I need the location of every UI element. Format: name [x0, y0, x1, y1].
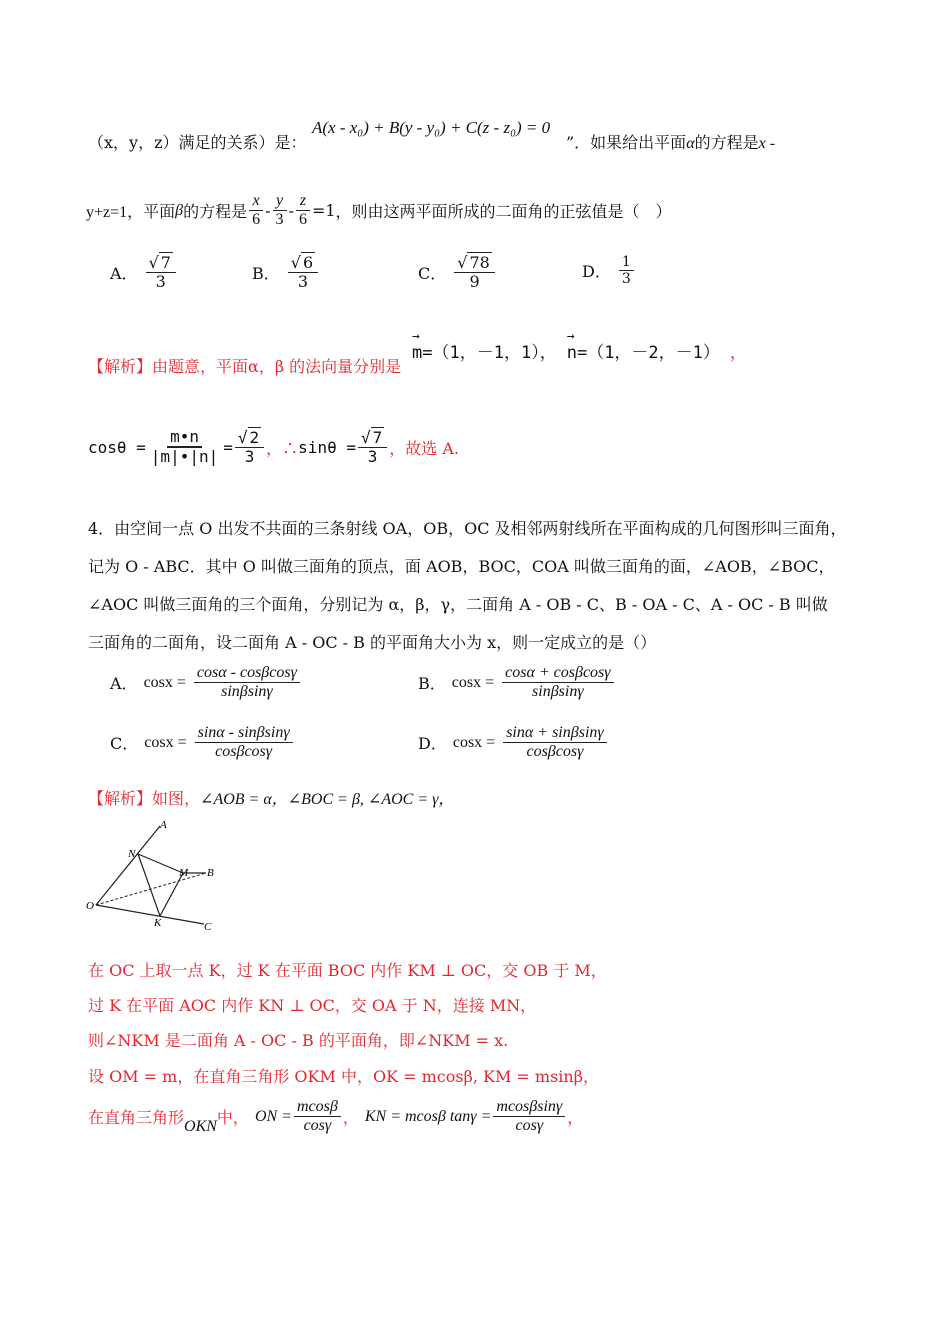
q3-option-a[interactable]: A． $\frac{√ 7}{3}$: [110, 254, 178, 292]
step-5: 在直角三角形 OKN 中， ON = $\frac{mcos\beta}{\cos\gamma}$ ， KN = mcosβ tanγ = $\frac{mcos\beta\sin\gamma}{\cos\gamma}$ ，: [88, 1098, 584, 1135]
q4-line2: 记为 O - ABC．其中 O 叫做三面角的顶点，面 AOB，BOC，COA 叫做三面角的面，∠AOB，∠BOC，: [88, 557, 835, 576]
segment-km: [160, 873, 183, 916]
q4-analysis-line: 【解析】如图，∠AOB = α，∠BOC = β, ∠AOC = γ，: [88, 789, 455, 808]
ray-oc: [96, 905, 204, 924]
q4-line1: 4．由空间一点 O 出发不共面的三条射线 OA，OB，OC 及相邻两射线所在平面构成的几何图形叫三面角，: [88, 519, 847, 538]
label-o: O: [86, 900, 94, 912]
q3-line2: y+z=1，平面 β 的方程是 $\frac{x}{6}$ - $\frac{y}{3}$ - $\frac{z}{6}$ =1 ，则由这两平面所成的二面角的正弦值是（ ）: [86, 192, 672, 229]
segment-kn: [138, 854, 160, 916]
step-1: 在 OC 上取一点 K，过 K 在平面 BOC 内作 KM ⊥ OC，交 OB 于 M，: [88, 961, 607, 980]
step-2: 过 K 在平面 AOC 内作 KN ⊥ OC，交 OA 于 N，连接 MN，: [88, 996, 537, 1015]
trihedral-angle-figure: [80, 812, 230, 937]
q3-line1-prefix: （x，y，z）满足的关系）是：: [88, 133, 307, 152]
label-m: M: [179, 867, 189, 879]
plane-equation-formula: A(x - x₀) + B(y - y₀) + C(z - z₀) = 0: [312, 118, 551, 137]
q3-analysis-line: 【解析】 由题意，平面α，β 的法向量分别是: [88, 357, 402, 376]
frac-x-6: $\frac{x}{6}$: [249, 192, 263, 230]
label-n: N: [128, 848, 136, 860]
segment-mn: [138, 854, 183, 873]
q4-option-c[interactable]: C． cosx = $\frac{\sin\alpha - \sin\beta\sin\gamma}{\cos\beta\cos\gamma}$: [110, 724, 295, 762]
label-c: C: [204, 921, 212, 933]
vector-n: → n: [566, 329, 577, 363]
step-4: 设 OM = m，在直角三角形 OKM 中，OK = mcosβ, KM = msinβ，: [88, 1067, 599, 1086]
step-3: 则∠NKM 是二面角 A - OC - B 的平面角，即∠NKM = x.: [88, 1031, 509, 1050]
q3-line1-suffix: ”．如果给出平面α的方程是x -: [566, 133, 776, 152]
q4-line4: 三面角的二面角，设二面角 A - OC - B 的平面角大小为 x，则一定成立的是（）: [88, 633, 657, 652]
q3-option-c[interactable]: C． $\frac{√ 78}{9}$: [418, 254, 497, 292]
label-b: B: [207, 867, 214, 879]
q3-option-b[interactable]: B． $\frac{√ 6}{3}$: [252, 254, 320, 292]
vector-m: → m: [412, 329, 423, 363]
q3-line1: [88, 130, 307, 153]
normal-vectors: → m =（1，－1，1）， → n =（1，－2，－1） ，: [412, 329, 747, 363]
frac-z-6: $\frac{z}{6}$: [296, 192, 310, 230]
q4-line3: ∠AOC 叫做三面角的三个面角，分别记为 α，β，γ，二面角 A - OB - C、B - OA - C、A - OC - B 叫做: [88, 595, 828, 614]
q4-option-d[interactable]: D． cosx = $\frac{\sin\alpha + \sin\beta\sin\gamma}{\cos\beta\cos\gamma}$: [418, 724, 609, 762]
q4-option-b[interactable]: B． cosx = $\frac{\cos\alpha + \cos\beta\cos\gamma}{\sin\beta\sin\gamma}$: [418, 664, 616, 702]
label-k: K: [154, 917, 162, 929]
q4-option-a[interactable]: A． cosx = $\frac{\cos\alpha - \cos\beta\cos\gamma}{\sin\beta\sin\gamma}$: [110, 664, 302, 702]
frac-y-3: $\frac{y}{3}$: [273, 192, 287, 230]
q3-option-d[interactable]: D． $\frac{1}{3}$: [582, 254, 636, 287]
cos-theta-formula: cosθ = $\frac{m•n}{|m|•|n|}$ = $\frac{√ 2}{3}$ ，∴ sinθ = $\frac{√ 7}{3}$ ，故选 A.: [88, 427, 459, 467]
ray-oa: [96, 826, 160, 905]
label-a: A: [160, 819, 167, 831]
